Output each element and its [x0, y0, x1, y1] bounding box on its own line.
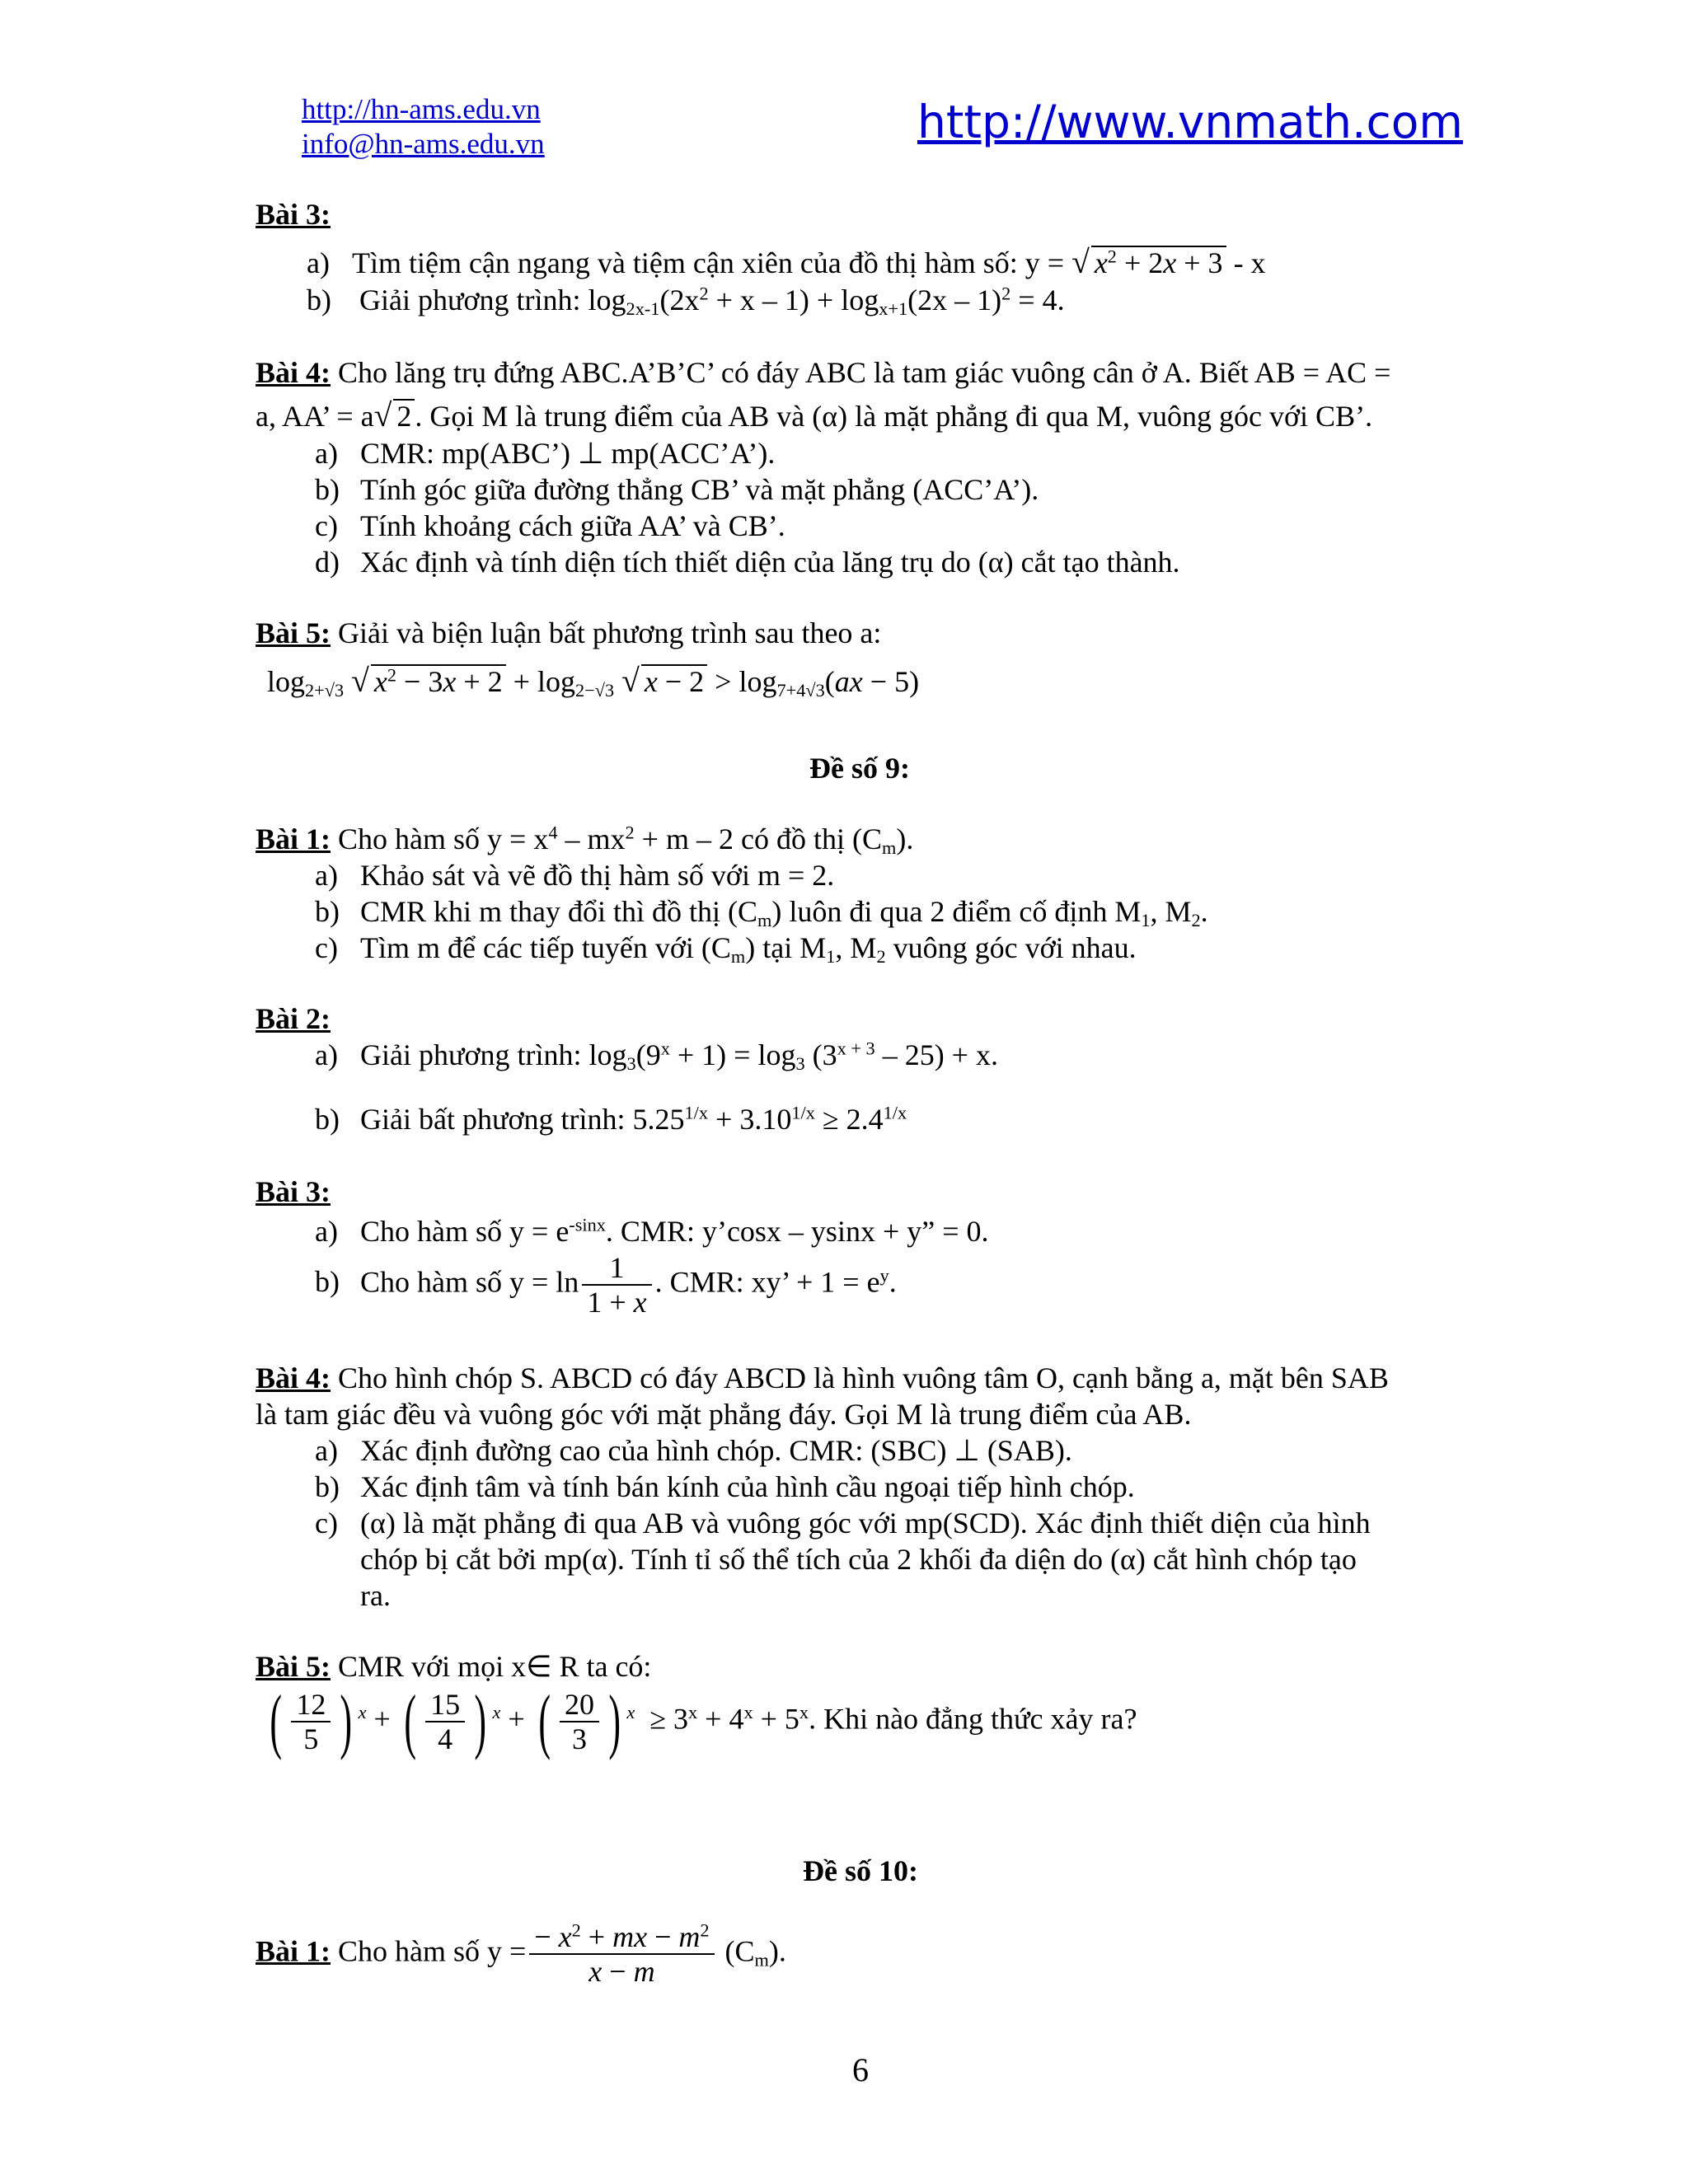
de9-b5-inequality: ( $\frac{12}{5}$ ) $^x$ + ( $\frac{15}{4}$ ) $^x$ + ( $\frac{20}{3}$ ) $^x \ge 3^x + 4^x + 5^x$. Khi nào đẳng thức xảy ra? [270, 1681, 1137, 1761]
b3-a: a) Tìm tiệm cận ngang và tiệm cận xiên của đồ thị hàm số: y = √ $x^2 + 2x + 3 - x$ [307, 244, 1266, 280]
de9-title: Đề số 9: [809, 752, 910, 785]
b4-a: a) CMR: mp(ABC’) ⊥ mp(ACC’A’). [315, 437, 776, 470]
de9-b4-c: c) (α) là mặt phẳng đi qua AB và vuông góc với mp(SCD). Xác định thiết diện của hình [315, 1507, 1371, 1540]
b4-d: d) Xác định và tính diện tích thiết diện của lăng trụ do (α) cắt tạo thành. [315, 546, 1180, 579]
de9-b2-b: b) Giải bất phương trình: $5.25^{1/x} + 3.10^{1/x} \ge 2.4^{1/x}$ [315, 1102, 907, 1136]
b3-title: Bài 3: [256, 198, 331, 231]
b4-b: b) Tính góc giữa đường thẳng CB’ và mặt phẳng (ACC’A’). [315, 473, 1039, 506]
link-email[interactable]: info@hn-ams.edu.vn [302, 128, 545, 160]
de9-b1-b: b) CMR khi m thay đổi thì đồ thị $(C_m)$ luôn đi qua 2 điểm cố định $M_1$, $M_2$. [315, 895, 1208, 931]
de9-b2-a: a) Giải phương trình: $\log_3(9^x + 1) = \log_3 (3^{x + 3} - 25) + x$. [315, 1038, 998, 1075]
link-hn-ams[interactable]: http://hn-ams.edu.vn [302, 93, 541, 125]
b4-c: c) Tính khoảng cách giữa AA’ và CB’. [315, 509, 785, 542]
de9-b3-title: Bài 3: [256, 1175, 331, 1208]
b3-b: b) Giải phương trình: $\log_{2x-1}(2x^2 + x - 1) + \log_{x+1}(2x - 1)^2 = 4$. [307, 283, 1065, 320]
b4-intro2: a, AA’ = a√ 2 . Gọi M là trung điểm của AB và (α) là mặt phẳng đi qua M, vuông góc với CB’. [256, 397, 1373, 434]
de9-b4-c3: ra. [360, 1579, 391, 1612]
de9-b5-title: Bài 5: CMR với mọi x∈ R ta có: [256, 1650, 652, 1683]
de10-title: Đề số 10: [803, 1854, 918, 1887]
de9-b4-intro2: là tam giác đều và vuông góc với mặt phẳng đáy. Gọi M là trung điểm của AB. [256, 1398, 1192, 1431]
header-links [302, 92, 545, 162]
de9-b1: Bài 1: Cho hàm số $y = x^4 - mx^2 + m - 2$ có đồ thị $(C_m)$. [256, 822, 914, 859]
de9-b3-b: b) Cho hàm số y = ln $\frac{1}{1 + x}$ . CMR: xy’ + $1 = e^y$. [315, 1251, 897, 1319]
page-number: 6 [852, 2051, 869, 2088]
b4-intro1: Bài 4: Cho lăng trụ đứng ABC.A’B’C’ có đáy ABC là tam giác vuông cân ở A. Biết AB = AC = [256, 356, 1391, 389]
de9-b3-a: a) Cho hàm số $y = e^{-sinx}$. CMR: y’cosx – ysinx + y” = 0. [315, 1214, 989, 1248]
de9-b2-title: Bài 2: [256, 1002, 331, 1035]
b5-inequality: $\log_{2+√3}$ √ $x^2 - 3x + 2 + \log_{2-√3}$ √ $x - 2 > \log_{7+4√3}(ax - 5)$ [267, 663, 920, 701]
de9-b1-c: c) Tìm m để các tiếp tuyến với $(C_m)$ tại $M_1$, $M_2$ vuông góc với nhau. [315, 931, 1137, 968]
link-vnmath[interactable]: http://www.vnmath.com [917, 96, 1463, 148]
de9-b4-b: b) Xác định tâm và tính bán kính của hình cầu ngoại tiếp hình chóp. [315, 1470, 1135, 1503]
de9-b4-intro1: Bài 4: Cho hình chóp S. ABCD có đáy ABCD là hình vuông tâm O, cạnh bằng a, mặt bên SAB [256, 1361, 1389, 1394]
de9-b4-c2: chóp bị cắt bởi mp(α). Tính tỉ số thể tích của 2 khối đa diện do (α) cắt hình chóp tạo [360, 1543, 1357, 1576]
b5-title: Bài 5: Giải và biện luận bất phương trình sau theo a: [256, 616, 882, 649]
de10-b1: Bài 1: Cho hàm số y = $\frac{- x^2 + mx - m^2}{x - m}$ $(C_m)$. [256, 1919, 786, 1988]
de9-b4-a: a) Xác định đường cao của hình chóp. CMR: (SBC) ⊥ (SAB). [315, 1434, 1072, 1467]
de9-b1-a: a) Khảo sát và vẽ đồ thị hàm số với m = 2. [315, 859, 835, 892]
